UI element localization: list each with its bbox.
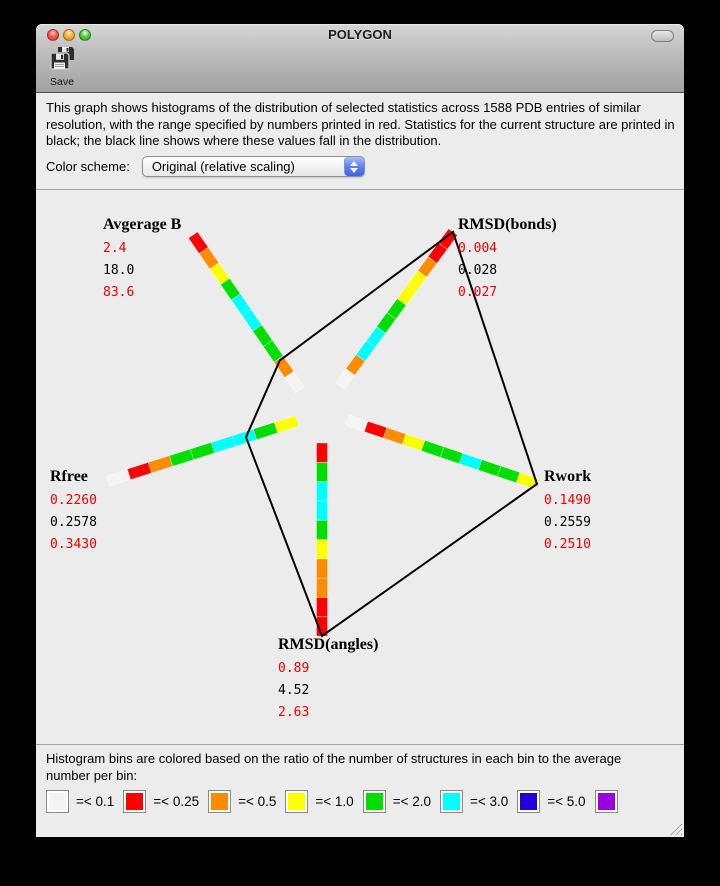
toolbar-toggle-pill[interactable] (651, 30, 674, 42)
axis-current-value: 0.028 (458, 263, 498, 278)
histogram-segment-cyan (317, 482, 328, 501)
histogram-segment-orange (317, 559, 328, 578)
axis-current-value: 0.2559 (544, 515, 591, 530)
legend-bin-green (363, 790, 431, 813)
legend-swatch-red (123, 790, 146, 813)
legend-bin-label: =< 0.5 (238, 794, 277, 809)
legend-bin-label: =< 0.25 (153, 794, 200, 809)
axis-max-value: 83.6 (103, 285, 135, 300)
axis-min-value: 0.2260 (50, 493, 97, 508)
axis-label: RMSD(angles) (278, 636, 379, 653)
color-scheme-label: Color scheme: (46, 159, 130, 174)
histogram-segment-orange (148, 456, 172, 473)
legend-bin-purple (595, 790, 625, 813)
legend-text: Histogram bins are colored based on the ratio of the number of structures in each bin to the average number per bin: (46, 751, 622, 783)
save-button[interactable] (44, 46, 80, 90)
description-text: This graph shows histograms of the distribution of selected statistics across 1588 PDB entries of similar resolution, with the range specified by numbers printed in red. Statistics for the current structure are printed in black; the black line shows where these values fall in the distribution. (46, 100, 675, 148)
histogram-segment-orange (383, 428, 406, 445)
histogram-segment-green (169, 449, 193, 466)
histogram-segment-cyan (459, 453, 482, 470)
legend-bin-orange (208, 790, 276, 813)
axis-current-value: 0.2578 (50, 515, 97, 530)
axis-label: Avgerage B (103, 216, 182, 233)
histogram-segment-red (317, 443, 328, 462)
color-scheme-value: Original (relative scaling) (151, 159, 295, 174)
histogram-segment-yellow (274, 416, 298, 433)
legend-bin-cyan (440, 790, 508, 813)
save-button-label: Save (50, 76, 74, 88)
legend-bin-red (123, 790, 199, 813)
histogram-segment-yellow (317, 540, 328, 559)
polygon-window (36, 24, 684, 837)
axis-max-value: 0.027 (458, 285, 498, 300)
color-scheme-dropdown[interactable] (142, 156, 365, 177)
histogram-segment-orange (317, 578, 328, 597)
histogram-segment-green (478, 460, 501, 477)
histogram-segment-red (127, 462, 151, 479)
floppy-save-icon (49, 46, 76, 70)
legend-swatch-blue (517, 790, 540, 813)
axis-max-value: 2.63 (278, 705, 310, 720)
up-arrow-icon (350, 161, 358, 166)
stat-rmsd-bonds (458, 216, 557, 304)
legend-panel (36, 745, 684, 837)
window-chrome (36, 24, 684, 93)
legend-bins (46, 790, 625, 813)
legend-bin-label: =< 5.0 (547, 794, 586, 809)
stat-rwork (544, 468, 591, 556)
legend-bin-label: =< 0.1 (76, 794, 115, 809)
axis-current-value: 18.0 (103, 263, 135, 278)
axis-min-value: 0.1490 (544, 493, 591, 508)
histogram-segment-cyan (317, 501, 328, 520)
legend-swatch-yellow (285, 790, 308, 813)
window-title: POLYGON (328, 27, 392, 42)
legend-bin-label: =< 3.0 (469, 794, 509, 809)
axis-label: Rwork (544, 468, 592, 485)
toolbar (36, 44, 684, 92)
histogram-segment-green (317, 520, 328, 539)
legend-swatch-cyan (440, 790, 463, 813)
legend-swatch-white (46, 790, 69, 813)
histogram-segment-yellow (402, 434, 425, 451)
axis-label: Rfree (50, 468, 88, 485)
legend-bin-white (46, 790, 114, 813)
dropdown-stepper-icon (344, 157, 364, 176)
legend-bin-blue (517, 790, 585, 813)
stat-average-b (103, 216, 181, 304)
histogram-segment-cyan (232, 429, 256, 446)
histogram-segment-white (345, 415, 368, 432)
axis-max-value: 0.2510 (544, 537, 591, 552)
histogram-segment-green (421, 440, 444, 457)
histogram-segment-green (497, 466, 520, 483)
legend-swatch-orange (208, 790, 231, 813)
stat-rmsd-angles (278, 636, 378, 724)
legend-bin-label: =< 2.0 (392, 794, 431, 809)
histogram-segment-green (317, 462, 328, 481)
axis-min-value: 2.4 (103, 241, 127, 256)
description-panel (36, 93, 684, 190)
axis-label: RMSD(bonds) (458, 216, 557, 233)
axis-min-value: 0.89 (278, 661, 310, 676)
resize-grip[interactable] (668, 821, 682, 835)
histogram-segment-red (317, 597, 328, 616)
polygon-plot (36, 190, 684, 745)
axis-max-value: 0.3430 (50, 537, 97, 552)
histogram-segment-white (106, 469, 130, 486)
histogram-segment-cyan (211, 436, 235, 453)
axis-current-value: 4.52 (278, 683, 310, 698)
histogram-segment-green (190, 442, 214, 459)
histogram-segment-red (364, 421, 387, 438)
down-arrow-icon (350, 168, 358, 173)
title-bar[interactable] (36, 24, 684, 44)
axis-min-value: 0.004 (458, 241, 498, 256)
histogram-segment-green (440, 447, 463, 464)
legend-bin-label: =< 1.0 (315, 794, 354, 809)
histogram-segment-green (253, 422, 277, 439)
legend-swatch-purple (595, 790, 618, 813)
stat-rfree (50, 468, 97, 556)
legend-bin-yellow (285, 790, 353, 813)
legend-swatch-green (363, 790, 386, 813)
